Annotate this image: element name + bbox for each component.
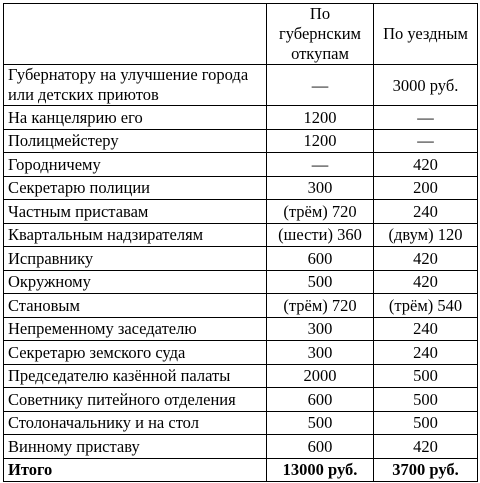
gub-value: (трём) 720 (267, 294, 374, 318)
gub-value: 600 (267, 247, 374, 271)
uezd-value: 420 (374, 435, 478, 459)
uezd-value: — (374, 129, 478, 153)
table-row (4, 411, 478, 435)
payments-table (3, 3, 478, 482)
table-row (4, 317, 478, 341)
row-label: Винному приставу (4, 435, 267, 459)
uezd-value: 420 (374, 247, 478, 271)
gub-value: 600 (267, 435, 374, 459)
table-row (4, 270, 478, 294)
table-row (4, 176, 478, 200)
uezd-value: 240 (374, 317, 478, 341)
gub-value: 300 (267, 341, 374, 365)
uezd-value: 420 (374, 153, 478, 177)
uezd-value: 240 (374, 341, 478, 365)
header-uezdnye: По уездным (374, 4, 478, 65)
header-gubernskie: По губернским откупам (267, 4, 374, 65)
row-label: Председателю казённой палаты (4, 364, 267, 388)
table-row (4, 341, 478, 365)
header-empty (4, 4, 267, 65)
table-row (4, 65, 478, 106)
table-row (4, 247, 478, 271)
gub-value: 1200 (267, 129, 374, 153)
table-row (4, 223, 478, 247)
total-uezd-value: 3700 руб. (374, 458, 478, 481)
table-row (4, 364, 478, 388)
row-label: Окружному (4, 270, 267, 294)
gub-value: 300 (267, 317, 374, 341)
gub-value: (шести) 360 (267, 223, 374, 247)
total-row (4, 458, 478, 481)
total-label: Итого (4, 458, 267, 481)
gub-value: 600 (267, 388, 374, 412)
uezd-value: 240 (374, 200, 478, 224)
row-label: На канцелярию его (4, 106, 267, 130)
gub-value: 300 (267, 176, 374, 200)
row-label: Советнику питейного отделения (4, 388, 267, 412)
row-label: Столоначальнику и на стол (4, 411, 267, 435)
row-label: Становым (4, 294, 267, 318)
uezd-value: — (374, 106, 478, 130)
row-label: Непременному заседателю (4, 317, 267, 341)
table-container (3, 3, 478, 482)
gub-value: — (267, 153, 374, 177)
uezd-value: (трём) 540 (374, 294, 478, 318)
uezd-value: 500 (374, 411, 478, 435)
row-label: Частным приставам (4, 200, 267, 224)
header-row (4, 4, 478, 65)
uezd-value: 200 (374, 176, 478, 200)
gub-value: (трём) 720 (267, 200, 374, 224)
row-label: Секретарю полиции (4, 176, 267, 200)
gub-value: — (267, 65, 374, 106)
table-row (4, 435, 478, 459)
uezd-value: 3000 руб. (374, 65, 478, 106)
uezd-value: 420 (374, 270, 478, 294)
row-label: Губернатору на улучшение города или детских приютов (4, 65, 267, 106)
table-row (4, 200, 478, 224)
table-row (4, 129, 478, 153)
gub-value: 500 (267, 411, 374, 435)
row-label: Квартальным надзирателям (4, 223, 267, 247)
total-gub-value: 13000 руб. (267, 458, 374, 481)
table-row (4, 153, 478, 177)
row-label: Полицмейстеру (4, 129, 267, 153)
uezd-value: 500 (374, 364, 478, 388)
table-row (4, 388, 478, 412)
row-label: Городничему (4, 153, 267, 177)
uezd-value: 500 (374, 388, 478, 412)
row-label: Исправнику (4, 247, 267, 271)
gub-value: 2000 (267, 364, 374, 388)
gub-value: 1200 (267, 106, 374, 130)
row-label: Секретарю земского суда (4, 341, 267, 365)
table-row (4, 294, 478, 318)
uezd-value: (двум) 120 (374, 223, 478, 247)
gub-value: 500 (267, 270, 374, 294)
table-row (4, 106, 478, 130)
